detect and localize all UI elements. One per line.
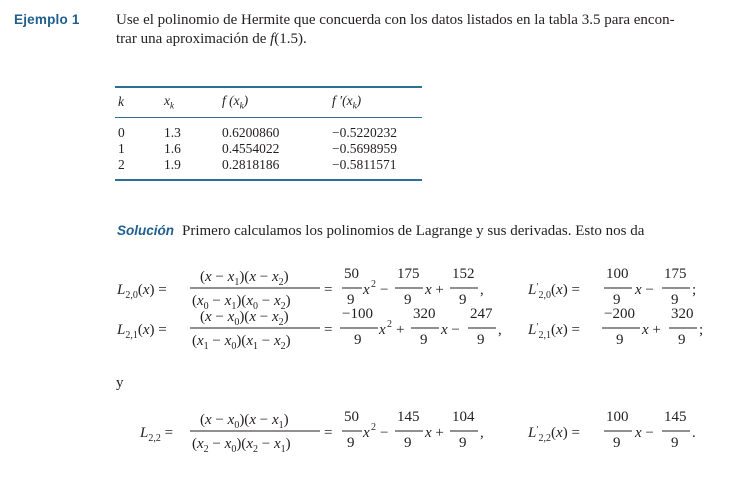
svg-text:x −: x − xyxy=(635,282,654,298)
svg-text:9: 9 xyxy=(459,435,467,451)
svg-text:x: x xyxy=(379,322,386,338)
svg-text:x −: x − xyxy=(441,322,460,338)
table-header-fprime-xk: f $'(x_k)$ xyxy=(332,93,362,112)
svg-text:.: . xyxy=(692,425,696,441)
svg-text:;: ; xyxy=(692,282,697,298)
equation-L22-fraction-denominator: $(x_2 - x_0)(x_2 - x_1)$ xyxy=(192,436,291,455)
svg-text:9: 9 xyxy=(347,435,355,451)
equation-L22-fraction-numerator: $(x - x_0)(x - x_1)$ xyxy=(200,412,289,431)
table-header-k: k xyxy=(118,94,124,110)
svg-text:50: 50 xyxy=(344,409,359,425)
connector-word: y xyxy=(116,375,124,391)
solution-label: Solución xyxy=(117,223,174,238)
equation-L22-derivative: $L'_{2,2}(x)$ = xyxy=(528,425,580,444)
equation-L21 xyxy=(116,306,703,352)
svg-text:100: 100 xyxy=(606,266,629,282)
svg-text:+: + xyxy=(396,322,405,338)
table-header-fxk: f $(x_k)$ xyxy=(222,93,249,112)
equation-L20-derivative: $L'_{2,0}(x)$ = xyxy=(528,282,580,301)
svg-text:247: 247 xyxy=(470,306,493,322)
svg-text:175: 175 xyxy=(664,266,687,282)
svg-text:=: = xyxy=(324,322,333,338)
svg-text:9: 9 xyxy=(404,435,412,451)
svg-text:x +: x + xyxy=(425,282,444,298)
equation-L21-fraction-denominator: $(x_1 - x_0)(x_1 - x_2)$ xyxy=(192,333,291,352)
svg-text:2: 2 xyxy=(371,422,376,433)
svg-text:2: 2 xyxy=(387,319,392,330)
equation-L21-derivative: $L'_{2,1}(x)$ = xyxy=(528,322,580,341)
table-cell-fxk: 0.2818186 xyxy=(222,156,280,172)
svg-text:175: 175 xyxy=(397,266,420,282)
svg-text:x +: x + xyxy=(642,322,661,338)
equation-L21-fraction-numerator: $(x - x_0)(x - x_2)$ xyxy=(200,309,289,328)
table-header-xk: $x_k$ xyxy=(164,93,174,112)
svg-text:145: 145 xyxy=(664,409,687,425)
equation-L20-fraction-denominator: $(x_0 - x_1)(x_0 - x_2)$ xyxy=(192,293,291,312)
equation-L20-lhs: $L_{2,0}(x)$ = xyxy=(117,282,167,301)
svg-text:9: 9 xyxy=(420,332,428,348)
svg-text:320: 320 xyxy=(413,306,436,322)
svg-text:9: 9 xyxy=(404,292,412,308)
example-function-name: f xyxy=(270,31,275,47)
table-cell-fxk: 0.6200860 xyxy=(222,124,280,140)
svg-text:9: 9 xyxy=(459,292,467,308)
table-cell-xk: 1.6 xyxy=(164,140,181,156)
svg-text:145: 145 xyxy=(397,409,420,425)
svg-text:x: x xyxy=(363,282,370,298)
table-cell-xk: 1.9 xyxy=(164,156,181,172)
svg-text:9: 9 xyxy=(678,332,686,348)
solution-text: Primero calculamos los polinomios de Lagrange y sus derivadas. Esto nos da xyxy=(182,223,645,239)
svg-text:9: 9 xyxy=(613,292,621,308)
table-cell-fprime-xk: −0.5811571 xyxy=(332,156,397,172)
svg-text:320: 320 xyxy=(671,306,694,322)
svg-text:x: x xyxy=(363,425,370,441)
table-cell-xk: 1.3 xyxy=(164,124,181,140)
table-cell-k: 2 xyxy=(118,156,125,172)
svg-text:−200: −200 xyxy=(604,306,635,322)
svg-text:−100: −100 xyxy=(342,306,373,322)
svg-text:x −: x − xyxy=(635,425,654,441)
svg-text:152: 152 xyxy=(452,266,475,282)
example-text-line-1: Use el polinomio de Hermite que concuerda con los datos listados en la tabla 3.5 para encon- xyxy=(116,12,675,28)
svg-text:,: , xyxy=(480,425,484,441)
svg-text:−: − xyxy=(380,282,389,298)
example-text-line-2-prefix: trar una aproximación de xyxy=(116,31,271,47)
svg-text:9: 9 xyxy=(477,332,485,348)
example-text-line-2-suffix: (1.5). xyxy=(274,31,307,47)
table-cell-k: 0 xyxy=(118,124,125,140)
table-cell-fprime-xk: −0.5220232 xyxy=(332,124,397,140)
table-cell-fprime-xk: −0.5698959 xyxy=(332,140,397,156)
svg-text:9: 9 xyxy=(671,435,679,451)
equation-L20-fraction-numerator: $(x - x_1)(x - x_2)$ xyxy=(200,269,289,288)
example-label: Ejemplo 1 xyxy=(14,12,80,27)
equation-L22 xyxy=(139,409,696,455)
svg-text:104: 104 xyxy=(452,409,475,425)
svg-text:,: , xyxy=(480,282,484,298)
svg-text:=: = xyxy=(324,425,333,441)
svg-text:,: , xyxy=(498,322,502,338)
svg-text:9: 9 xyxy=(671,292,679,308)
equation-L22-lhs: $L_{2,2}$ = xyxy=(140,425,174,444)
table-cell-k: 1 xyxy=(118,140,125,156)
svg-text:9: 9 xyxy=(613,435,621,451)
equation-L21-lhs: $L_{2,1}(x)$ = xyxy=(117,322,167,341)
table-cell-fxk: 0.4554022 xyxy=(222,140,280,156)
svg-text:;: ; xyxy=(699,322,704,338)
svg-text:=: = xyxy=(324,282,333,298)
svg-text:2: 2 xyxy=(371,279,376,290)
svg-text:100: 100 xyxy=(606,409,629,425)
svg-text:9: 9 xyxy=(354,332,362,348)
svg-text:50: 50 xyxy=(344,266,359,282)
svg-text:−: − xyxy=(380,425,389,441)
svg-text:x +: x + xyxy=(425,425,444,441)
svg-text:9: 9 xyxy=(616,332,624,348)
svg-text:9: 9 xyxy=(347,292,355,308)
